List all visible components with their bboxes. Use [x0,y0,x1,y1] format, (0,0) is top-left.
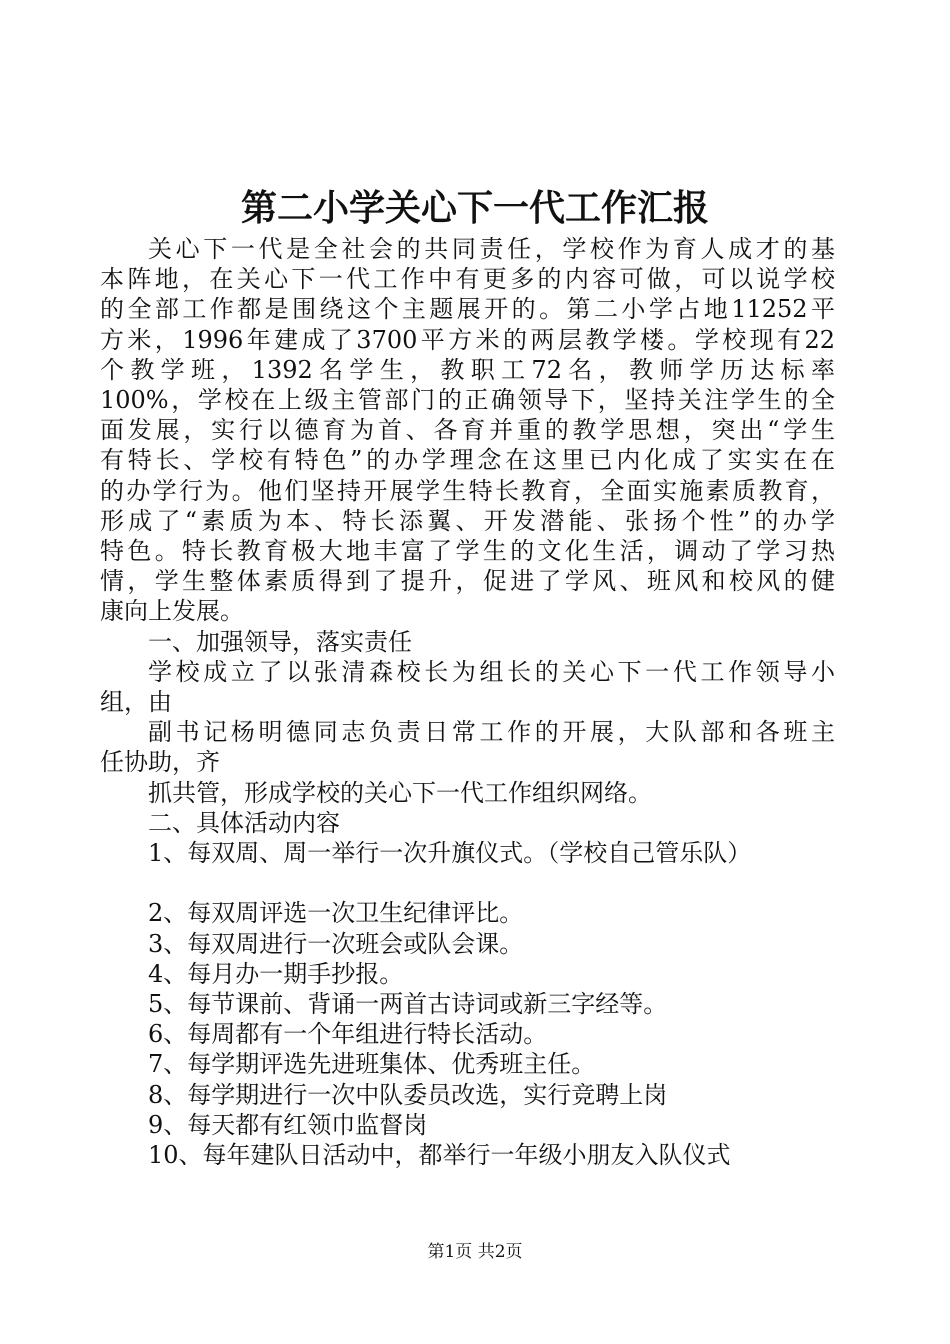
section1-paragraph: 抓共管，形成学校的关心下一代工作组织网络。 [148,778,652,807]
text-line: 本阵地，在关心下一代工作中有更多的内容可做，可以说学校 [100,265,835,294]
text-line: 关心下一代是全社会的共同责任，学校作为育人成才的基 [148,235,835,263]
text-line: 特色。特长教育极大地丰富了学生的文化生活，调动了学习热 [100,537,835,566]
list-item: 4、每月办一期手抄报。 [148,959,404,988]
list-item: 10、每年建队日活动中，都举行一年级小朋友入队仪式 [148,1141,731,1170]
section-heading-1: 一、加强领导，落实责任 [148,627,412,656]
text-line: 有特长、学校有特色”的办学理念在这里已内化成了实实在在 [100,446,835,475]
blank-line [100,868,835,898]
text-line: 康向上发展。 [100,597,244,626]
text-line: 任协助，齐 [100,748,220,777]
list-item: 6、每周都有一个年组进行特长活动。 [148,1020,548,1049]
list-item: 1、每双周、周一举行一次升旗仪式。（学校自己管乐队） [148,839,752,868]
text-line: 形成了“素质为本、特长添翼、开发潜能、张扬个性”的办学 [100,506,835,535]
section1-paragraph [100,657,835,717]
text-line: 副书记杨明德同志负责日常工作的开展，大队部和各班主 [148,718,835,747]
text-line: 学校成立了以张清森校长为组长的关心下一代工作领导小 [148,657,835,686]
text-line: 个教学班，1392名学生，教职工72名，教师学历达标率 [100,355,835,384]
list-item: 5、每节课前、背诵一两首古诗词或新三字经等。 [148,990,668,1019]
list-item: 3、每双周进行一次班会或队会课。 [148,929,524,958]
list-item: 2、每双周评选一次卫生纪律评比。 [148,899,524,928]
text-line: 组，由 [100,688,172,717]
document-title: 第二小学关心下一代工作汇报 [240,187,709,229]
document-body [100,234,835,1170]
text-line: 的全部工作都是围绕这个主题展开的。第二小学占地11252平 [100,295,835,324]
section1-paragraph [100,717,835,777]
text-line: 面发展，实行以德育为首、各育并重的教学思想，突出“学生 [100,416,835,445]
text-line: 的办学行为。他们坚持开展学生特长教育，全面实施素质教育， [100,476,835,505]
list-item: 8、每学期进行一次中队委员改选，实行竞聘上岗 [148,1080,668,1109]
text-line: 情，学生整体素质得到了提升，促进了学风、班风和校风的健 [100,567,835,596]
intro-paragraph [100,234,835,627]
list-item: 9、每天都有红领巾监督岗 [148,1110,428,1139]
section-heading-2: 二、具体活动内容 [148,808,340,837]
page-number-footer: 第1页 共2页 [427,1242,523,1262]
text-line: 方米，1996年建成了3700平方米的两层教学楼。学校现有22 [100,325,835,354]
list-item: 7、每学期评选先进班集体、优秀班主任。 [148,1050,596,1079]
text-line: 100%，学校在上级主管部门的正确领导下，坚持关注学生的全 [100,386,835,415]
